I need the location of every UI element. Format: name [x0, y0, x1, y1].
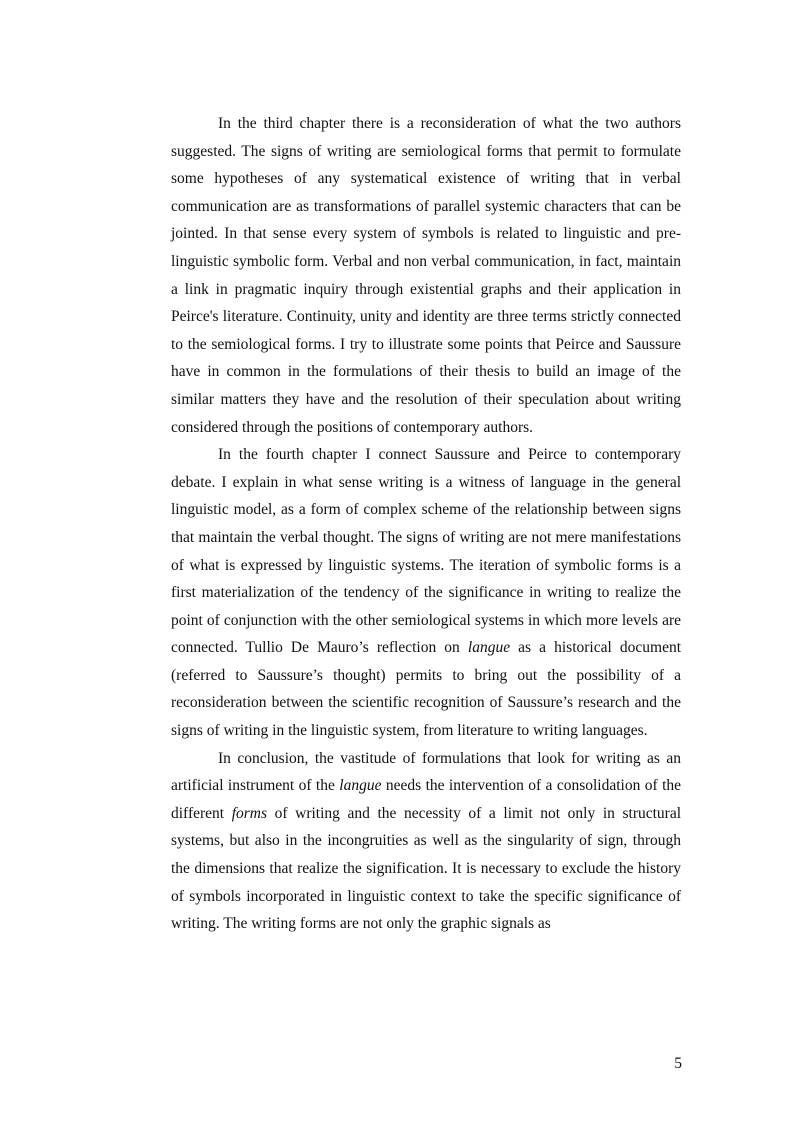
text-run: In the fourth chapter I connect Saussure and Peirce to contemporary debate. I explain in what sense writing is a witness of language in the general linguistic model, as a form of complex scheme of the relationship between signs that maintain the verbal thought. The signs of writing are not mere manifestations of what is expressed by linguistic systems. The iteration of symbolic forms is a first materialization of the tendency of the significance in writing to realize the point of conjunction with the other semiological systems in which more levels are connected. Tullio De Mauro’s reflection on — [171, 446, 681, 657]
paragraph-conclusion — [171, 745, 681, 938]
paragraph-fourth-chapter — [171, 441, 681, 745]
italic-term-langue: langue — [339, 777, 382, 795]
paragraph-third-chapter — [171, 110, 681, 441]
page-number: 5 — [674, 1055, 682, 1072]
text-run: as a historical document (referred to Saussure’s thought) permits to bring out the possibility of a reconsideration between the scientific recognition of Saussure’s research and the signs of writing in the linguistic system, from literature to writing languages. — [171, 639, 682, 740]
italic-term-forms: forms — [231, 804, 268, 822]
text-run: In conclusion, the vastitude of formulations that look for writing as an artificial instrument of the — [171, 749, 681, 795]
text-run: In the third chapter there is a reconsideration of what the two authors suggested. The signs of writing are semiological forms that permit to formulate some hypotheses of any systematical existence of writing that in verbal communication are as transformations of parallel systemic characters that can be jointed. In that sense every system of symbols is related to linguistic and pre-linguistic symbolic form. Verbal and non verbal communication, in fact, maintain a link in pragmatic inquiry through existential graphs and their application in Peirce's literature. Continuity, unity and identity are three terms strictly connected to the semiological forms. I try to illustrate some points that Peirce and Saussure have in common in the formulations of their thesis to build an image of the similar matters they have and the resolution of their speculation about writing considered through the positions of contemporary authors. — [171, 115, 681, 436]
body-text — [171, 110, 681, 938]
italic-term-langue: langue — [467, 639, 511, 657]
text-run: of writing and the necessity of a limit not only in structural systems, but also in the incongruities as well as the singularity of sign, through the dimensions that realize the signification. It is necessary to exclude the history of symbols incorporated in linguistic context to take the specific significance of writing. The writing forms are not only the graphic signals as — [171, 804, 682, 933]
text-run: needs the intervention of a consolidation of the different — [171, 777, 682, 822]
